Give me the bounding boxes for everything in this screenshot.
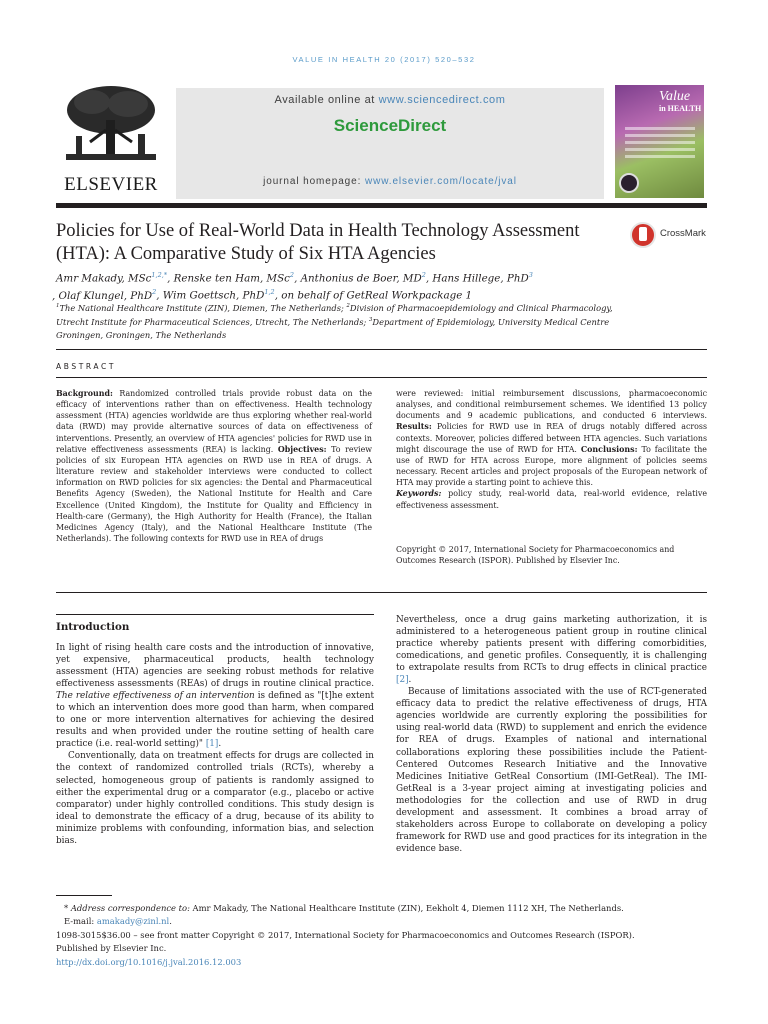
- citation-link[interactable]: [1]: [205, 739, 219, 750]
- affiliation-text: Department of Epidemiology, University Medical Centre Groningen, Groningen, The Netherlands: [56, 317, 610, 340]
- author-affiliation-marker[interactable]: 2: [421, 271, 426, 279]
- footnotes: [56, 902, 707, 969]
- running-head: VALUE IN HEALTH 20 (2017) 520–532: [292, 55, 476, 64]
- body-column-right: [396, 614, 707, 855]
- affiliation-marker: 1: [56, 303, 60, 309]
- cover-seal-icon: [619, 173, 639, 193]
- abstract-results-text: Policies for RWD use in REA of drugs notably differed across contexts. Moreover, policies differed between HTA agencies. Such variations might discourage the use of RWD for HTA.: [396, 422, 707, 454]
- journal-homepage-line: [176, 176, 604, 187]
- section-rule: [56, 614, 374, 615]
- doi-link[interactable]: http://dx.doi.org/10.1016/j.jval.2016.12.003: [56, 956, 242, 967]
- abstract-top-rule: [56, 349, 707, 350]
- article-title: Policies for Use of Real-World Data in Health Technology Assessment (HTA): A Comparative Study of Six HTA Agencies: [56, 221, 580, 264]
- affiliations: [56, 300, 616, 341]
- author-name: , Hans Hillege, PhD: [425, 272, 529, 285]
- header-rule: [56, 203, 707, 208]
- affiliation-text: Division of Pharmacoepidemiology and Clinical Pharmacology, Utrecht Institute for Pharmaceutical Sciences, Utrecht, The Netherlands;: [56, 302, 613, 328]
- keywords-text: policy study, real-world data, real-world evidence, relative effectiveness assessment.: [396, 489, 707, 510]
- cover-title-word: Value: [659, 89, 691, 104]
- crossmark-icon: [630, 222, 656, 248]
- cover-title: [659, 91, 701, 115]
- author-name: , Olaf Klungel, PhD: [52, 289, 153, 302]
- sciencedirect-banner: [176, 88, 604, 199]
- citation-link[interactable]: [2]: [396, 675, 409, 686]
- abstract-heading: ABSTRACT: [56, 362, 117, 371]
- email-label: E-mail:: [64, 916, 97, 927]
- paragraph-text: .: [408, 675, 412, 686]
- author-group: , on behalf of GetReal Workpackage 1: [274, 289, 473, 302]
- correspondence-text: Amr Makady, The National Healthcare Institute (ZIN), Eekholt 4, Diemen 1112 XH, The Netherlands.: [189, 903, 624, 913]
- abstract-background-label: Background:: [56, 389, 113, 398]
- author-name: , Wim Goettsch, PhD: [156, 289, 265, 302]
- author-affiliation-marker[interactable]: 3: [528, 271, 533, 279]
- section-heading-introduction: Introduction: [56, 621, 130, 633]
- abstract-background-text: Randomized controlled trials provide robust data on the efficacy of interventions rather than on effectiveness. Health technology assessment (HTA) agencies worldwide are thus exploring whether real-world data (RWD) may provide alternative sources of data on effectiveness of interventions. Presently, an overview of HTA agencies' policies for RWD use in relative effectiveness assessments (REA) is lacking.: [56, 389, 372, 454]
- abstract-objectives-text: To review policies of six European HTA agencies on RWD use in REA of drugs. A literature review and stakeholder interviews were conducted to collect information on RWD policies for six agencies: the Dental and Pharmaceutical Benefits Agency (Sweden), the National Institute for Health and Care Excellence (United Kingdom), the Institute for Quality and Efficiency in Health-care (Germany), the High Authority for Health (France), the Italian Medicines Agency (Italy), and the National Healthcare Institute (The Netherlands). The following contexts for RWD use in REA of drugs: [56, 444, 373, 544]
- author-name: , Anthonius de Boer, MD: [294, 272, 422, 285]
- publisher-line: Published by Elsevier Inc.: [56, 943, 167, 954]
- author-name: , Renske ten Ham, MSc: [167, 272, 290, 285]
- affiliation-text: The National Healthcare Institute (ZIN), Diemen, The Netherlands;: [59, 302, 347, 313]
- paragraph-text: In light of rising health care costs and the introduction of innovative, yet expensive, pharmaceutical products, health technology assessment (HTA) agencies are seeking robust methods for relative effectiveness assessments (REAs) of drugs in routine clinical practice.: [56, 643, 374, 690]
- sciencedirect-logo[interactable]: ScienceDirect: [333, 116, 447, 135]
- abstract-objectives-continued: were reviewed: initial reimbursement discussions, pharmacoeconomic analyses, and conditional reimbursement schemes. We identified 13 policy documents and 9 academic publications, and conducted 6 interviews.: [396, 389, 707, 421]
- author-name: Amr Makady, MSc: [56, 272, 152, 285]
- elsevier-tree-icon: [62, 84, 160, 164]
- paragraph-text: Nevertheless, once a drug gains marketing authorization, it is administered to a heterogeneous patient group in routine clinical practice whereby patients present with differing comorbidities, comedications, and genetic profiles. Consequently, it is challenging to extrapolate results from RCTs to drug effects in clinical practice: [396, 615, 707, 674]
- available-online-line: [176, 94, 604, 106]
- email-line: [56, 915, 707, 928]
- email-end: .: [169, 916, 172, 927]
- abstract-copyright: Copyright © 2017, International Society for Pharmacoeconomics and Outcomes Research (ISPOR). Published by Elsevier Inc.: [396, 545, 675, 566]
- paragraph-text: is defined as "[t]he extent to which an intervention does more good than harm, when compared to one or more intervention alternatives for achieving the desired results and when provided under the routine setting of health care practice (i.e. real-world setting)": [56, 691, 374, 750]
- author-list: [52, 268, 656, 303]
- paragraph: Because of limitations associated with the use of RCT-generated efficacy data to predict the relative effectiveness of drugs, HTA agencies worldwide are currently exploring the possibilities for using real-world data (RWD) to supplement and enrich the evidence for REA of drugs. Examples of national and international collaborations exploring these possibilities include the Patient-Centered Outcomes Research Initiative and the Innovative Medicines Initiative GetReal Consortium (IMI-GetReal). The IMI-GetReal is a 3-year project aiming at investigating policies and methodologies for the collection and use of RWD in drug development and assessment. It combines a broad array of stakeholders across Europe to collaborate on developing a policy framework for RWD use and good practices for its integration in the evidence base.: [396, 687, 707, 854]
- affiliation-marker: 2: [346, 303, 350, 309]
- abstract-bottom-rule: [56, 592, 707, 593]
- author-affiliation-marker[interactable]: 2: [289, 271, 295, 279]
- affiliation-marker: 3: [368, 317, 373, 324]
- footnote-rule: [56, 895, 112, 896]
- author-affiliation-marker[interactable]: 1,2,*: [151, 271, 168, 279]
- abstract-heading-rule: [56, 377, 707, 378]
- elsevier-wordmark: ELSEVIER: [64, 174, 158, 195]
- sciencedirect-link[interactable]: www.sciencedirect.com: [378, 94, 506, 106]
- issn-line: 1098-3015$36.00 – see front matter Copyright © 2017, International Society for Pharmacoeconomics and Outcomes Research (ISPOR).: [56, 929, 635, 940]
- correspondence-label: Address correspondence to:: [70, 903, 190, 913]
- body-column-left: [56, 642, 374, 847]
- abstract-objectives-label: Objectives:: [277, 444, 327, 454]
- elsevier-logo[interactable]: [56, 82, 166, 198]
- paragraph: Conventionally, data on treatment effects for drugs are collected in the context of randomized controlled trials (RCTs), whereby a selected, homogeneous group of patients is randomly assigned to either the experimental drug or a comparator (e.g., placebo or active comparator) under highly controlled conditions. This study design is ideal to demonstrate the efficacy of a drug, because of its ability to minimize problems with confounding, information bias, and selection bias.: [56, 751, 374, 846]
- paragraph-text: .: [218, 739, 222, 750]
- author-affiliation-marker[interactable]: 2: [152, 288, 157, 297]
- author-affiliation-marker[interactable]: 1,2: [264, 288, 275, 297]
- paragraph: [396, 614, 707, 686]
- abstract-body-left: [56, 388, 372, 544]
- crossmark-badge[interactable]: [630, 220, 710, 250]
- emphasis-text: The relative effectiveness of an intervention: [56, 691, 255, 702]
- available-online-label: Available online at: [274, 94, 379, 106]
- paragraph: [56, 642, 374, 750]
- email-link[interactable]: amakady@zinl.nl: [96, 916, 170, 927]
- journal-homepage-label: journal homepage:: [263, 176, 365, 187]
- abstract-conclusions-text: To facilitate the use of RWD for HTA across Europe, more alignment of policies seems necessary. Recent articles and project proposals of the European network of HTA may provide a starting point to achieve this.: [396, 444, 707, 488]
- journal-homepage-link[interactable]: www.elsevier.com/locate/jval: [364, 176, 517, 187]
- journal-cover-image[interactable]: [615, 85, 704, 198]
- abstract-results-label: Results:: [396, 422, 432, 432]
- correspondence-note: [56, 902, 707, 915]
- footnote-marker: *: [64, 903, 71, 913]
- abstract-body-right: [396, 388, 707, 511]
- abstract-conclusions-label: Conclusions:: [580, 444, 638, 454]
- cover-decoration: [625, 127, 695, 162]
- keywords-label: Keywords:: [396, 489, 442, 499]
- cover-subtitle: in HEALTH: [659, 104, 702, 113]
- crossmark-label: CrossMark: [660, 228, 706, 239]
